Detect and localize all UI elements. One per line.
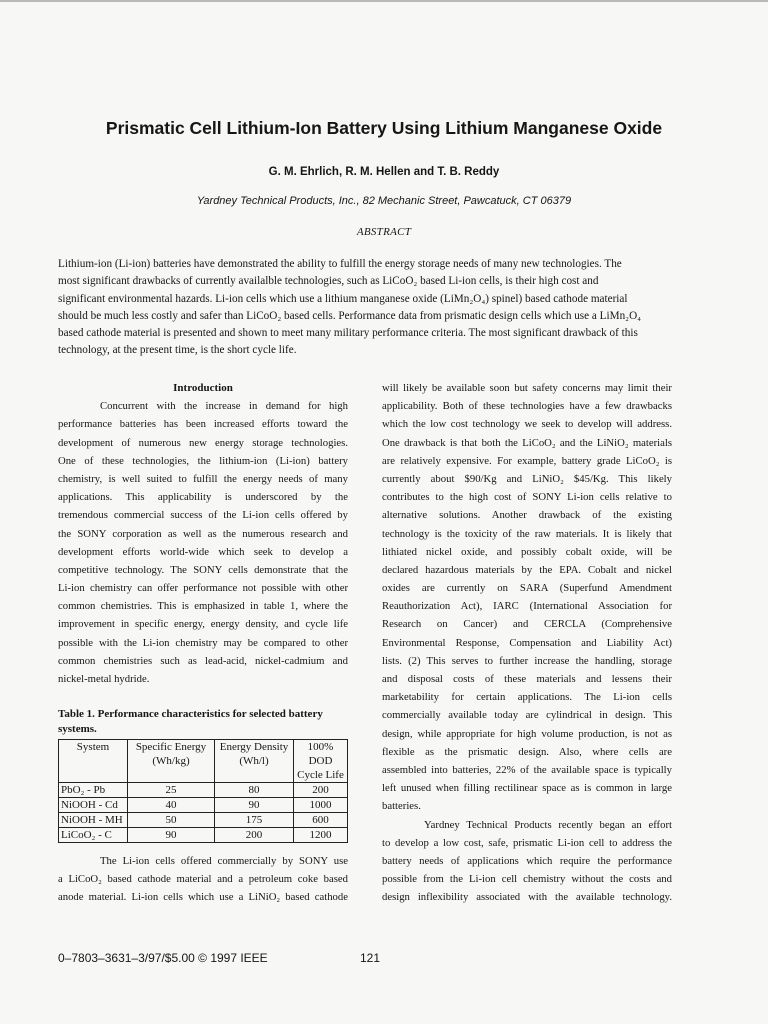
body-line: are relatively expensive. For example, battery grade LiCoO₂ is [382,454,672,467]
abstract-body [58,256,710,360]
body-line: currently about $90/Kg and LiNiO₂ $45/Kg. This likely [382,472,672,485]
body-line: alternative solutions. Another drawback of the existing [382,509,672,522]
table-row [59,813,348,828]
affiliation: Yardney Technical Products, Inc., 82 Mechanic Street, Pawcatuck, CT 06379 [196,195,572,207]
body-line: will likely be available soon but safety concerns may limit their [382,382,672,394]
abstract-heading: ABSTRACT [356,226,412,238]
table-cell: 40 [128,798,215,813]
body-line: Concurrent with the increase in demand for high [100,400,348,413]
body-line: performance batteries has been increased efforts toward the [58,418,348,431]
left-column-continued [58,852,348,907]
table-cell: 1200 [294,828,348,843]
table-row [59,828,348,843]
table-cell: LiCoO₂ - C [59,828,128,843]
performance-table [58,739,348,843]
body-line: a LiCoO₂ based cathode material and a petroleum coke based [58,873,348,886]
table-cell: 90 [215,798,294,813]
body-line: nickel-metal hydride. [58,673,150,686]
body-line: marketability for certain applications. The Li-ion cells [382,691,672,704]
abstract-line: Lithium-ion (Li-ion) batteries have demonstrated the ability to fulfill the energy storage needs of many new technologies. The [58,258,622,270]
body-line: Reauthorization Act), IARC (International Association for [382,600,672,613]
body-line: development efforts world-wide which seek to develop a [58,545,348,558]
body-line: the SONY corporation as well as the numerous research and [58,527,348,540]
body-line: design, while appropriate for high volume production, is not as [382,727,672,740]
abstract-line: most significant drawbacks of currently availalble technologies, such as LiCoO₂ based Li-ion cells, is their high cost and [58,275,599,288]
body-line: tremendous commercial success of the Li-ion cells offered by [58,509,348,522]
table-cell: 80 [215,783,294,798]
table-cell: NiOOH - MH [59,813,128,828]
body-line: Environmental Response, Compensation and Liability Act) [382,636,672,649]
body-line: The Li-ion cells offered commercially by SONY use [100,855,348,867]
table-row [59,798,348,813]
body-line: and disposal costs of these materials and lessens their [382,673,672,685]
table-cell: PbO₂ - Pb [59,783,128,798]
body-line: possible with the Li-ion chemistry may be compared to other [58,636,348,649]
body-line: improvement in specific energy, energy density, and cycle life [58,618,348,631]
table-header-cell: System [59,740,128,783]
abstract-line: should be much less costly and safer than LiCoO₂ based cells. Performance data from prismatic design cells which use a LiMn₂O₄ [58,309,642,322]
table-cell: 175 [215,813,294,828]
abstract-line: significant environmental hazards. Li-ion cells which use a lithium manganese oxide (LiMn₂O₄) spinel) based cathode material [58,292,628,305]
author-list: G. M. Ehrlich, R. M. Hellen and T. B. Reddy [268,166,500,178]
body-line: contributes to the high cost of SONY Li-ion cells relative to [382,491,672,504]
body-line: development of numerous new energy storage technologies. [58,436,348,449]
body-line: competitive technology. The SONY cells demonstrate that the [58,563,348,576]
body-line: common chemistries such as lead-acid, nickel-cadmium and [58,654,348,667]
table-cell: 90 [128,828,215,843]
paper-title: Prismatic Cell Lithium-Ion Battery Using Lithium Manganese Oxide [105,118,663,138]
body-line: technology is the toxicity of the raw materials. It is likely that [382,527,672,540]
body-line: Li-ion chemistry can offer performance not possible with other [58,582,348,595]
top-rule [0,0,768,2]
body-line: Research on Cancer) and CERCLA (Comprehensive [382,618,672,631]
body-line: to develop a low cost, safe, prismatic Li-ion cell to address the [382,836,672,849]
page-number: 121 [360,951,381,965]
table-cell: 25 [128,783,215,798]
table-cell: 200 [294,783,348,798]
body-line: One drawback is that both the LiCoO₂ and the LiNiO₂ materials [382,436,672,449]
body-line: batteries. [382,800,421,813]
body-line: lists. (2) This serves to further increase the handling, storage [382,654,672,667]
left-column [58,379,348,688]
body-line: One of these technologies, the lithium-ion (Li-ion) battery [58,454,348,467]
table-cell: 600 [294,813,348,828]
body-line: possible from the Li-ion cell chemistry without the costs and [382,873,672,886]
body-line: declared hazardous materials by the EPA. Cobalt and nickel [382,563,672,576]
table-header-row [59,740,348,783]
table-header-cell: 100% DOD Cycle Life [294,740,348,783]
body-line: battery needs of applications which require the performance [382,854,672,867]
body-line: commercially available today are cylindrical in design. This [382,709,672,722]
body-line: lithiated nickel oxide, and possibly cobalt oxide, will be [382,545,672,558]
body-line: common chemistries. This is emphasized in table 1, where the [58,600,348,613]
table-row [59,783,348,798]
body-line: which the low cost technology we seek to develop will address. [382,418,672,431]
body-line: anode material. Li-ion cells which use a LiNiO₂ based cathode [58,891,348,904]
abstract-line: technology, at the present time, is the short cycle life. [58,344,297,357]
introduction-heading: Introduction [173,382,233,394]
table-cell: 1000 [294,798,348,813]
body-line: left unused when filling rectilinear space as is common in large [382,782,672,795]
body-line: applicability. Both of these technologies have a few drawbacks [382,400,672,413]
body-line: design inflexibility associated with the available technology. [382,891,672,904]
right-column [382,379,672,906]
abstract-line: based cathode material is presented and shown to meet many military performance criteria. The most significant drawback of this [58,327,638,340]
table-caption: Table 1. Performance characteristics for selected battery systems. [58,708,323,735]
table-header-cell: Specific Energy (Wh/kg) [128,740,215,783]
table-cell: 200 [215,828,294,843]
body-line: oxides are currently on SARA (Superfund Amendment [382,582,672,595]
table-header-cell: Energy Density (Wh/l) [215,740,294,783]
body-line: assembled into batteries, 22% of the available space is typically [382,763,672,776]
body-line: Yardney Technical Products recently began an effort [424,818,672,831]
table-cell: 50 [128,813,215,828]
body-line: flexible as the prismatic design. Also, where cells are [382,745,672,758]
body-line: chemistry, is well suited to fulfill the energy needs of many [58,472,348,485]
table-cell: NiOOH - Cd [59,798,128,813]
body-line: applications. This applicability is underscored by the [58,491,348,504]
copyright-line: 0–7803–3631–3/97/$5.00 © 1997 IEEE [58,951,268,965]
